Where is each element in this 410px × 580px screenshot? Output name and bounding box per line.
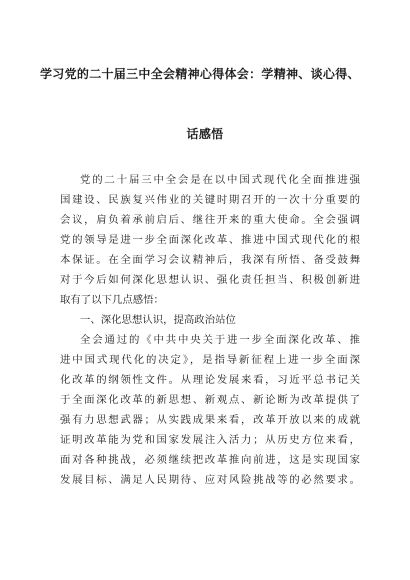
paragraph-line: 国建设、民族复兴伟业的关键时期召开的一次十分重要的 (60, 194, 360, 206)
paragraph-line: 全会通过的《中共中央关于进一步全面深化改革、推 (80, 334, 360, 346)
document-title: 学习党的二十届三中全会精神心得体会：学精神、谈心得、 (40, 67, 360, 81)
paragraph-line: 会议，肩负着承前启后、继往开来的重大使命。全会强调 (60, 214, 360, 226)
paragraph-line: 证明改革能为党和国家发展注入活力；从历史方位来看， (60, 434, 360, 446)
paragraph-line: 党的领导是进一步全面深化改革、推进中国式现代化的根 (60, 234, 360, 246)
document-body (60, 170, 360, 490)
paragraph-line: 发展目标、满足人民期待、应对风险挑战等的必然要求。 (60, 474, 360, 486)
paragraph-line: 于全面深化改革的新思想、新观点、新论断为改革提供了 (60, 394, 360, 406)
document-title-continued: 话感悟 (186, 127, 224, 141)
paragraph-line: 面对各种挑战，必须继续把改革推向前进，这是实现国家 (60, 454, 360, 466)
paragraph-line: 取有了以下几点感悟： (60, 294, 164, 306)
paragraph-line: 强有力思想武器；从实践成果来看，改革开放以来的成就 (60, 414, 360, 426)
section-heading: 一、深化思想认识，提高政治站位 (80, 314, 236, 326)
paragraph-line: 进中国式现代化的决定》，是指导新征程上进一步全面深 (60, 354, 360, 366)
paragraph-line: 化改革的纲领性文件。从理论发展来看，习近平总书记关 (60, 374, 360, 386)
paragraph-line: 对于今后如何深化思想认识、强化责任担当、积极创新进 (60, 274, 360, 286)
paragraph-line: 本保证。在全面学习会议精神后，我深有所悟、备受鼓舞 (60, 254, 360, 266)
paragraph-line: 党的二十届三中全会是在以中国式现代化全面推进强 (80, 174, 360, 186)
